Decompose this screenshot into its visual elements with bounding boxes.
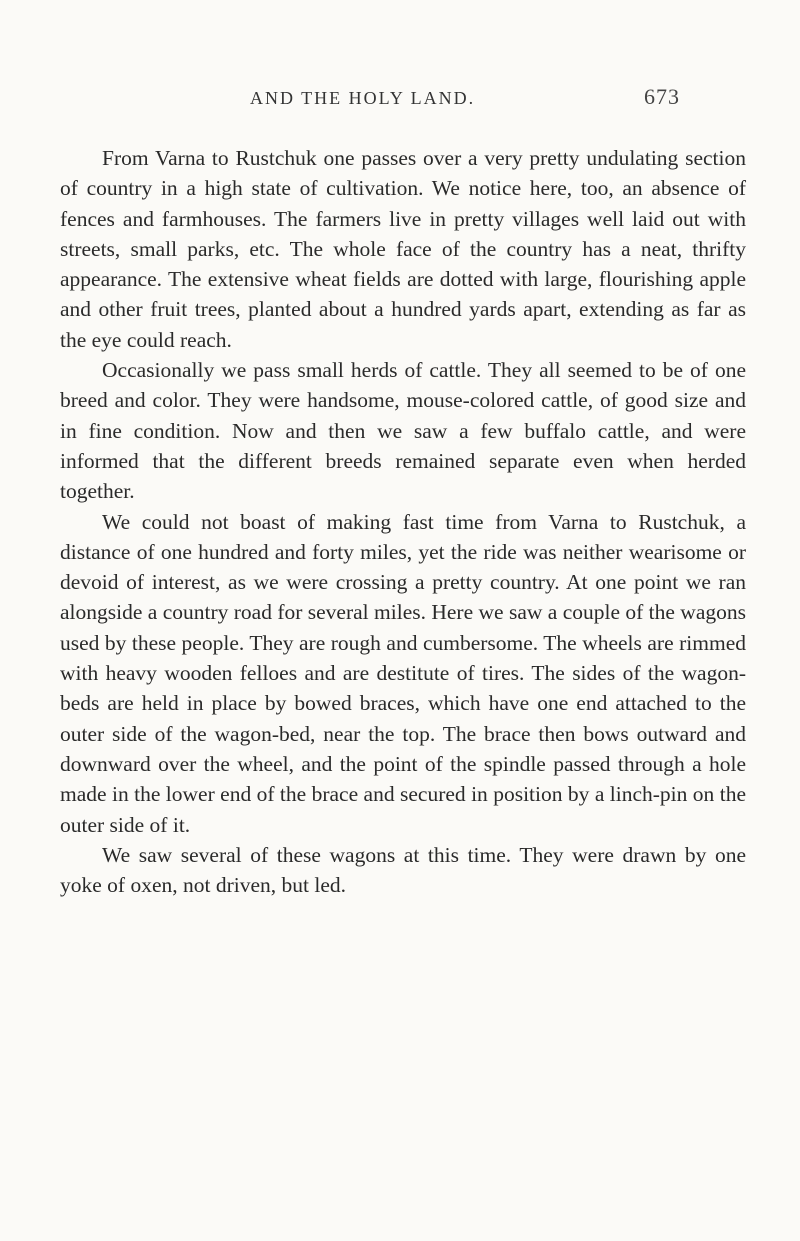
paragraph: We saw several of these wagons at this time. They were drawn by one yoke of oxen, not driven, but led.	[60, 842, 746, 898]
running-title: AND THE HOLY LAND.	[250, 88, 476, 108]
paragraph: From Varna to Rustchuk one passes over a very pretty undulating section of country in a high state of cultivation. We notice here, too, an absence of fences and farmhouses. The farmers live in pretty villages well laid out with streets, small parks, etc. The whole face of the country has a neat, thrifty appearance. The extensive wheat fields are dotted with large, flourishing apple and other fruit trees, planted about a hundred yards apart, extending as far as the eye could reach.	[60, 146, 746, 352]
paragraph: Occasionally we pass small herds of cattle. They all seemed to be of one breed and color. They were handsome, mouse-colored cattle, of good size and in fine condition. Now and then we saw a few buffalo cattle, and were informed that the different breeds remained separate even when herded together.	[60, 358, 746, 504]
running-head	[0, 84, 800, 114]
body-text	[60, 143, 746, 900]
page-number: 673	[644, 84, 680, 109]
paragraph: We could not boast of making fast time from Varna to Rustchuk, a distance of one hundred and forty miles, yet the ride was neither wearisome or devoid of interest, as we were crossing a pretty country. At one point we ran alongside a country road for several miles. Here we saw a couple of the wagons used by these people. They are rough and cumbersome. The wheels are rimmed with heavy wooden felloes and are destitute of tires. The sides of the wagon-beds are held in place by bowed braces, which have one end attached to the outer side of the wagon-bed, near the top. The brace then bows outward and downward over the wheel, and the point of the spindle passed through a hole made in the lower end of the brace and secured in position by a linch-pin on the outer side of it.	[60, 509, 746, 837]
